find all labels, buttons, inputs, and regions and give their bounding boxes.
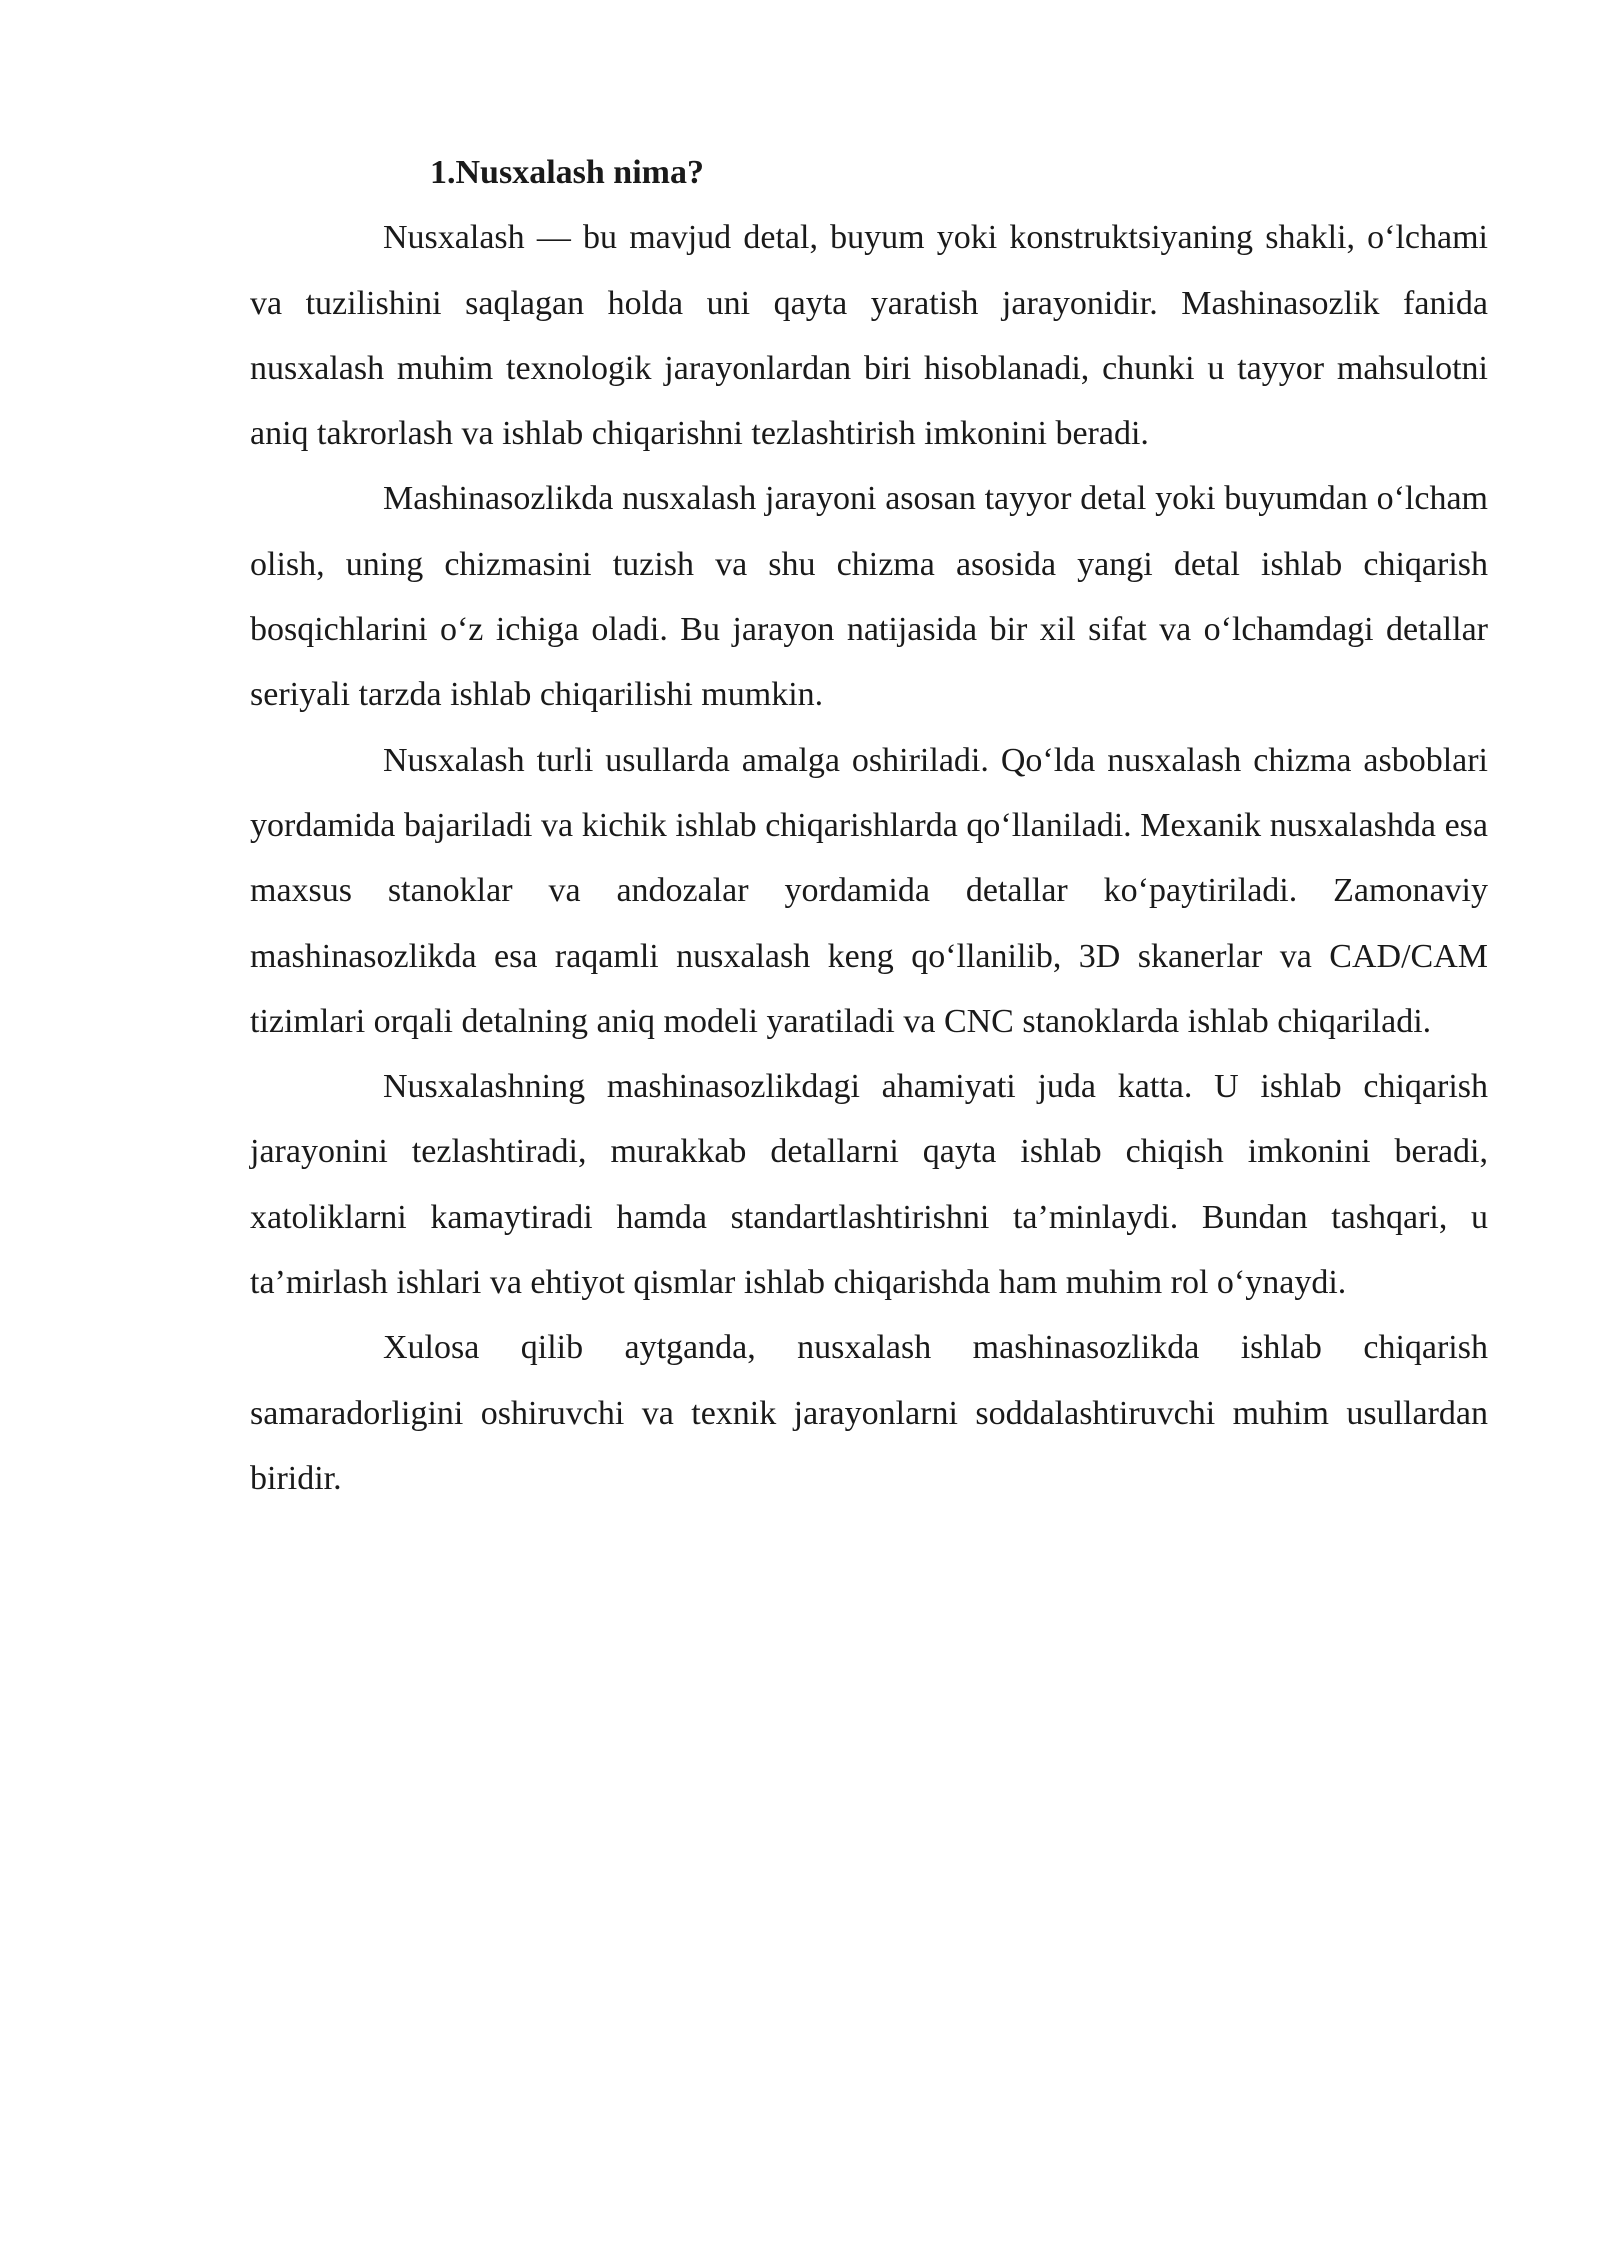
paragraph-process: Mashinasozlikda nusxalash jarayoni asosan tayyor detal yoki buyumdan o‘lcham olish, uning chizmasini tuzish va shu chizma asosida yangi detal ishlab chiqarish bosqichlarini o‘z ichiga oladi. Bu jarayon natijasida bir xil sifat va o‘lchamdagi detallar seriyali tarzda ishlab chiqarilishi mumkin.: [250, 480, 1488, 714]
section-heading: 1.Nusxalash nima?: [430, 154, 704, 191]
paragraph-importance: Nusxalashning mashinasozlikdagi ahamiyati juda katta. U ishlab chiqarish jarayonini tezlashtiradi, murakkab detallarni qayta ishlab chiqish imkonini beradi, xatoliklarni kamaytiradi hamda standartlashtirishni ta’minlaydi. Bundan tashqari, u ta’mirlash ishlari va ehtiyot qismlar ishlab chiqarishda ham muhim rol o‘ynaydi.: [250, 1068, 1488, 1302]
paragraph-definition: Nusxalash — bu mavjud detal, buyum yoki konstruktsiyaning shakli, o‘lchami va tuzilishini saqlagan holda uni qayta yaratish jarayonidir. Mashinasozlik fanida nusxalash muhim texnologik jarayonlardan biri hisoblanadi, chunki u tayyor mahsulotni aniq takrorlash va ishlab chiqarishni tezlashtirish imkonini beradi.: [250, 219, 1488, 453]
paragraph-methods: Nusxalash turli usullarda amalga oshiriladi. Qo‘lda nusxalash chizma asboblari yordamida bajariladi va kichik ishlab chiqarishlarda qo‘llaniladi. Mexanik nusxalashda esa maxsus stanoklar va andozalar yordamida detallar ko‘paytiriladi. Zamonaviy mashinasozlikda esa raqamli nusxalash keng qo‘llanilib, 3D skanerlar va CAD/CAM tizimlari orqali detalning aniq modeli yaratiladi va CNC stanoklarda ishlab chiqariladi.: [250, 741, 1488, 1040]
document-body: [250, 140, 1488, 1511]
paragraph-conclusion: Xulosa qilib aytganda, nusxalash mashinasozlikda ishlab chiqarish samaradorligini oshiruvchi va texnik jarayonlarni soddalashtiruvchi muhim usullardan biridir.: [250, 1329, 1488, 1497]
